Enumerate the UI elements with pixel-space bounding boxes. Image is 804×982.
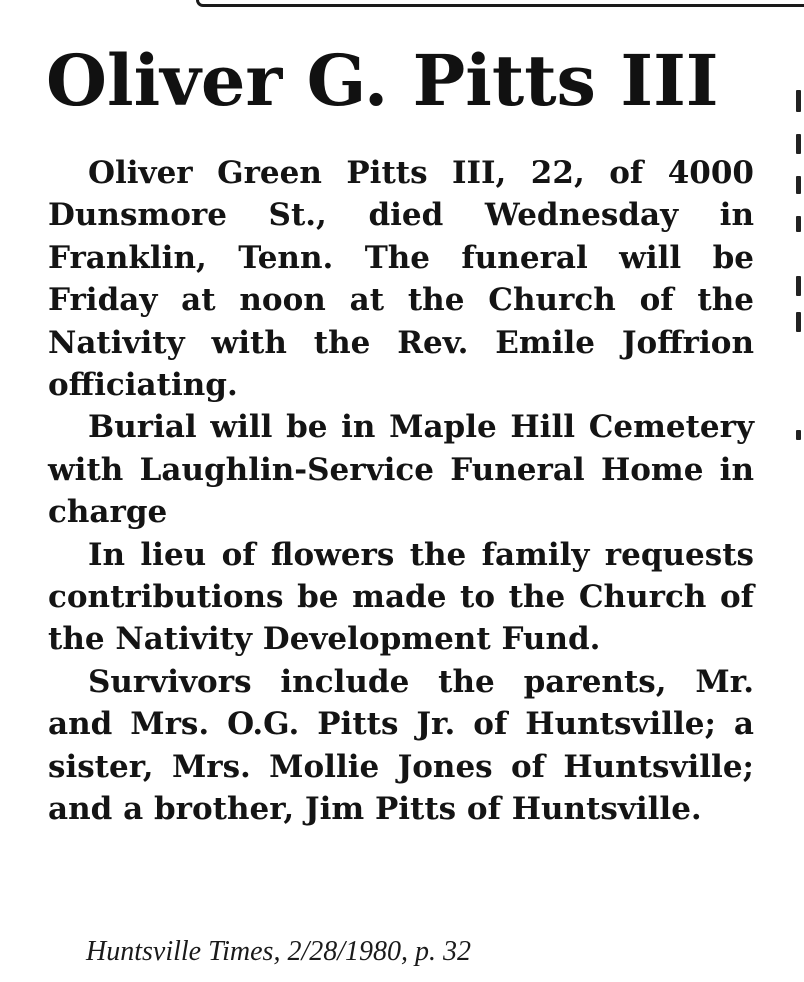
paragraph-contributions: In lieu of flowers the family requests contributions be made to the Church of the Nativity Development Fund. [48,536,754,658]
adjacent-column-edge [792,90,804,450]
paragraph-survivors: Survivors include the parents, Mr. and Mrs. O.G. Pitts Jr. of Huntsville; a sister, Mrs. Mollie Jones of Huntsville; and a brother, Jim Pitts of Huntsville. [48,663,754,828]
obituary-body [48,152,754,831]
source-citation: Huntsville Times, 2/28/1980, p. 32 [86,936,471,967]
clipping-border [196,0,804,7]
paragraph-burial: Burial will be in Maple Hill Cemetery with Laughlin-Service Funeral Home in charge [48,409,754,531]
paragraph-death-notice: Oliver Green Pitts III, 22, of 4000 Dunsmore St., died Wednesday in Franklin, Tenn. The funeral will be Friday at noon at the Church of the Nativity with the Rev. Emile Joffrion officiating. [48,155,754,404]
obituary-headline: Oliver G. Pitts III [46,39,719,122]
